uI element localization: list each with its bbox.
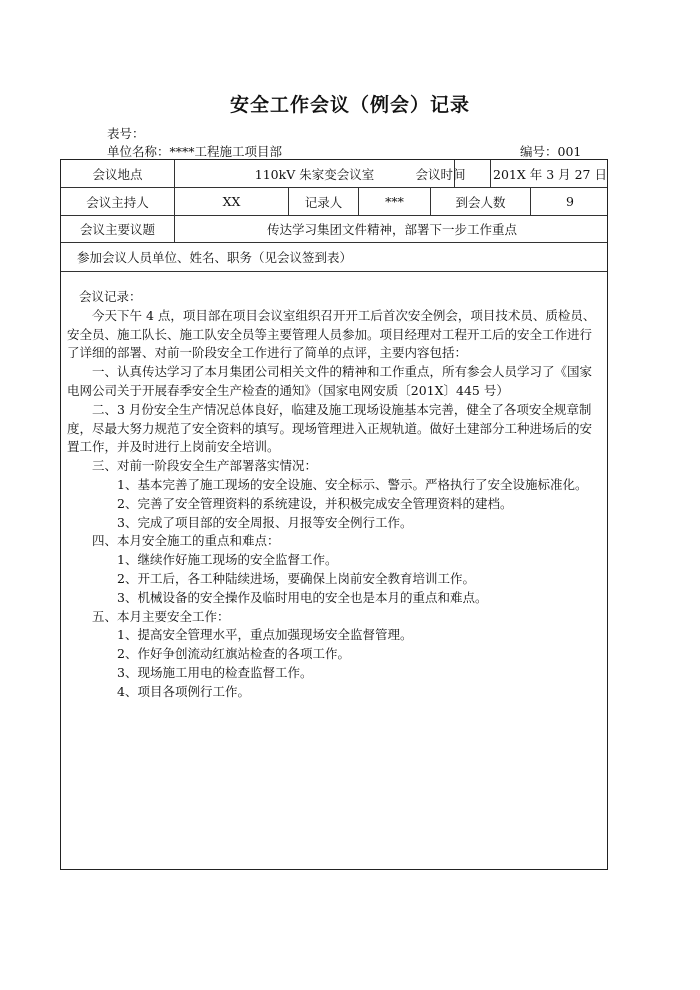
- host-value: XX: [175, 188, 289, 215]
- recorder-value: ***: [359, 188, 431, 215]
- list-item: 4、项目各项例行工作。: [117, 683, 250, 699]
- list-item: 2、开工后，各工种陆续进场，要确保上岗前安全教育培训工作。: [117, 570, 475, 586]
- table-row-host: [61, 188, 607, 216]
- section-4-title: 四、本月安全施工的重点和难点：: [92, 533, 280, 549]
- list-item: 1、继续作好施工现场的安全监督工作。: [117, 552, 338, 568]
- topic-value: 传达学习集团文件精神，部署下一步工作重点: [266, 222, 517, 237]
- table-row-topic: [61, 216, 607, 243]
- table-row-participants: [61, 243, 607, 272]
- location-label: 会议地点: [61, 160, 175, 187]
- participants-line: 参加会议人员单位、姓名、职务（见会议签到表）: [77, 250, 353, 265]
- time-value: 201X 年 3 月 27 日: [493, 166, 607, 182]
- list-item: 1、基本完善了施工现场的安全设施、安全标示、警示。严格执行了安全设施标准化。: [117, 476, 588, 492]
- section-3-title: 三、对前一阶段安全生产部署落实情况：: [92, 458, 318, 474]
- list-item: 3、现场施工用电的检查监督工作。: [117, 664, 313, 680]
- page-title: 安全工作会议（例会）记录: [229, 94, 470, 116]
- notes-heading: 会议记录：: [79, 289, 142, 304]
- host-label: 会议主持人: [61, 188, 175, 215]
- attendees-label: 到会人数: [431, 188, 531, 215]
- time-label: 会议时间: [391, 160, 491, 187]
- list-item: 3、机械设备的安全操作及临时用电的安全也是本月的重点和难点。: [117, 589, 488, 605]
- table-row-location: [61, 160, 607, 188]
- meeting-record-table: [60, 159, 608, 870]
- section-5-title: 五、本月主要安全工作：: [92, 608, 230, 624]
- notes-item-1: 一、认真传达学习了本月集团公司相关文件的精神和工作重点，所有参会人员学习了《国家电网公司关于开展春季安全生产检查的通知》（国家电网安质〔201X〕445 号）: [67, 364, 593, 398]
- form-number-label: 表号：: [107, 126, 145, 141]
- unit-name: 单位名称：****工程施工项目部: [107, 144, 283, 159]
- list-item: 3、完成了项目部的安全周报、月报等安全例行工作。: [117, 514, 413, 530]
- notes-item-2: 二、3 月份安全生产情况总体良好，临建及施工现场设施基本完善，健全了各项安全规章制度，尽最大努力规范了安全资料的填写。现场管理进入正规轨道。做好土建部分工种进场后的安置工作，并及时进行上岗前安全培训。: [67, 401, 593, 455]
- list-item: 1、提高安全管理水平，重点加强现场安全监督管理。: [117, 627, 413, 643]
- notes-intro: 今天下午 4 点，项目部在项目会议室组织召开开工后首次安全例会，项目技术员、质检员、安全员、施工队长、施工队安全员等主要管理人员参加。项目经理对工程开工后的安全工作进行了详细的部署、对前一阶段安全工作进行了简单的点评，主要内容包括：: [67, 307, 596, 361]
- serial-number: 编号：001: [520, 144, 582, 159]
- list-item: 2、作好争创流动红旗站检查的各项工作。: [117, 646, 350, 662]
- list-item: 2、完善了安全管理资料的系统建设，并积极完成安全管理资料的建档。: [117, 495, 513, 511]
- meeting-notes: [61, 272, 607, 702]
- attendees-value: 9: [566, 194, 574, 209]
- location-value: 110kV 朱家变会议室: [175, 160, 455, 187]
- topic-label: 会议主要议题: [61, 216, 175, 242]
- recorder-label: 记录人: [289, 188, 359, 215]
